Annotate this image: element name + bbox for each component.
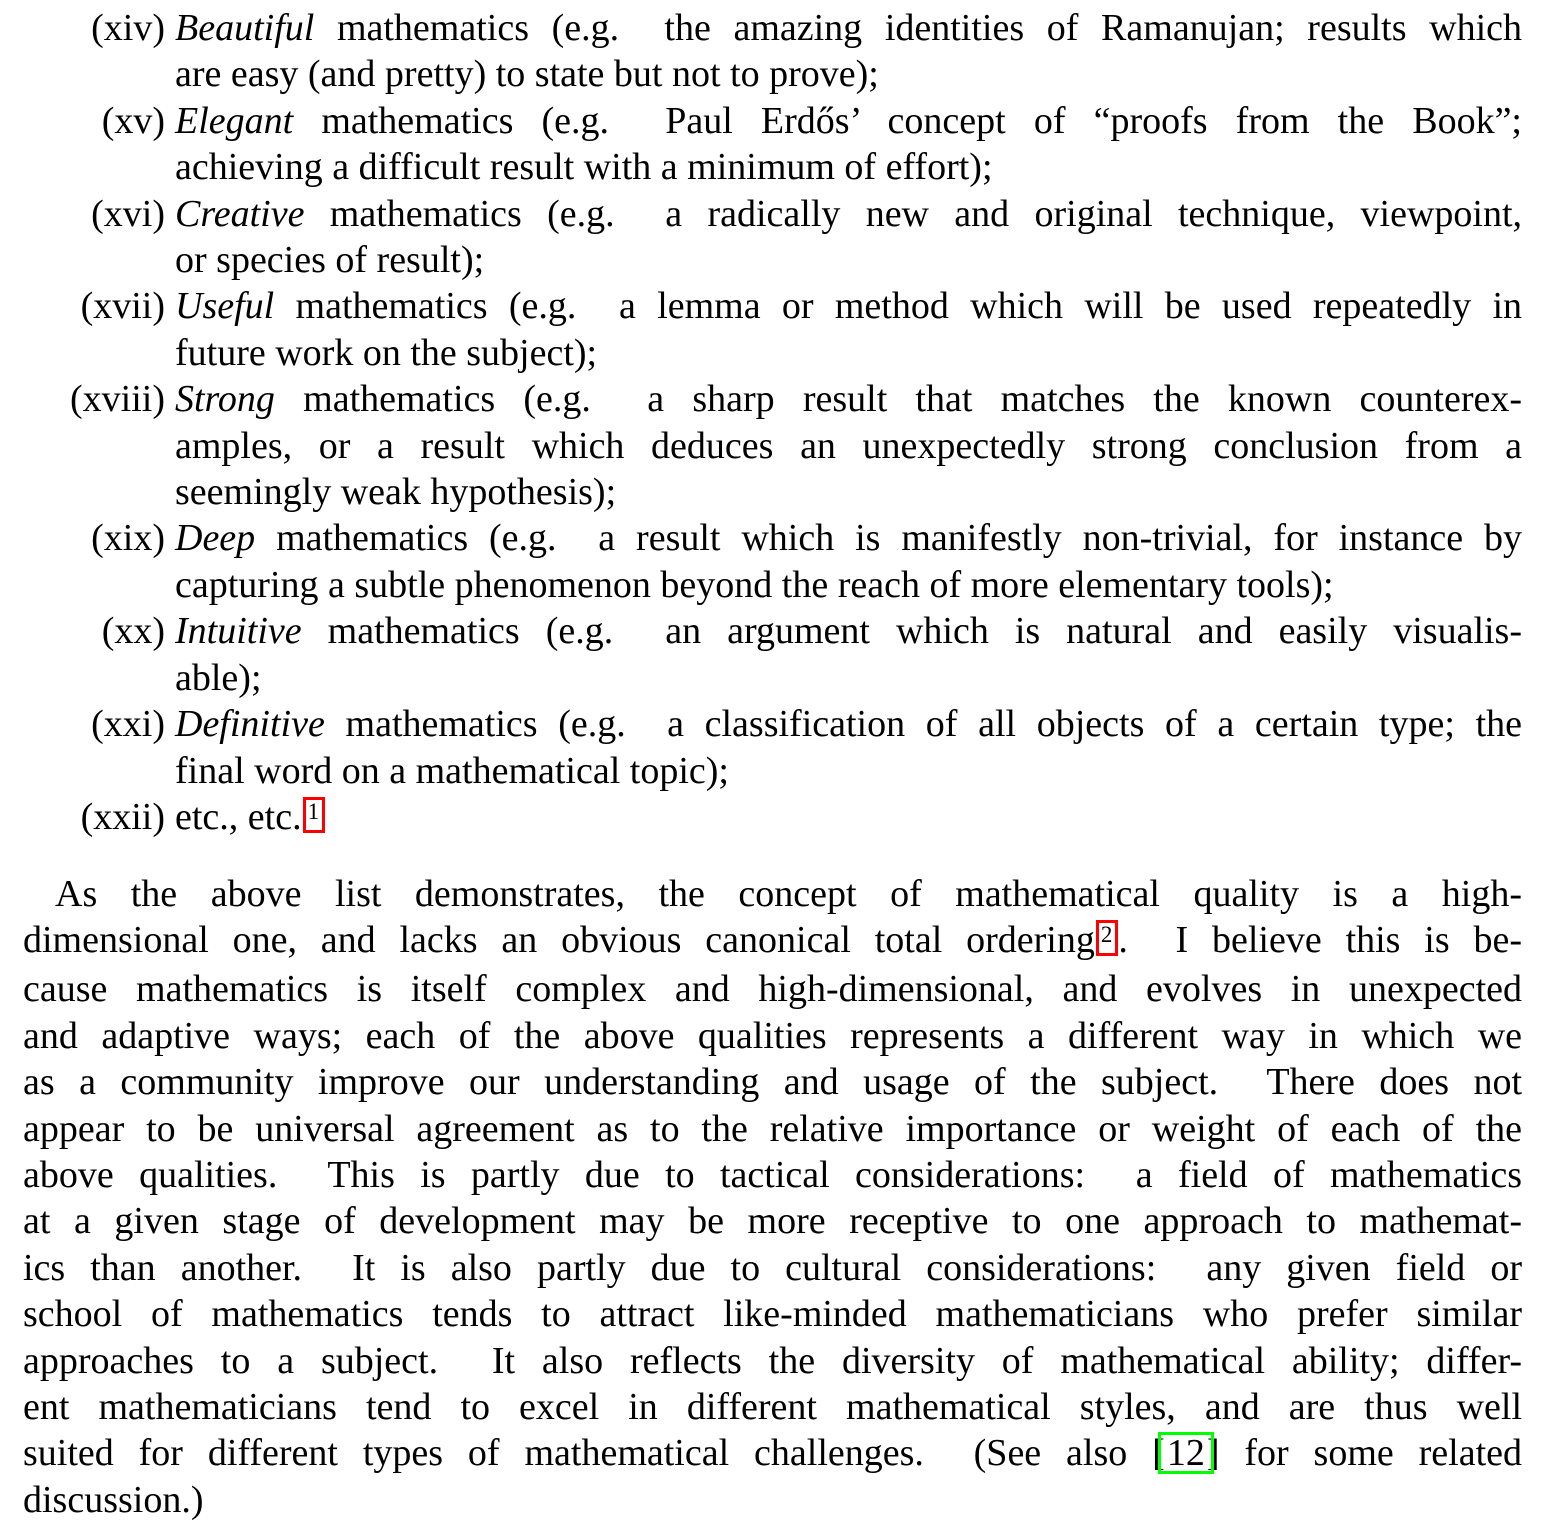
- text-line: suited for different types of mathematical challenges. (See also [12] for some related: [23, 1432, 1522, 1475]
- list-item-xx: [23, 608, 1522, 701]
- list-item-xvi: [23, 191, 1522, 284]
- list-item-xix: [23, 515, 1522, 608]
- text-line: Definitive mathematics (e.g. a classification of all objects of a certain type; the: [175, 703, 1522, 746]
- item-text: [175, 98, 1522, 191]
- item-term: Creative: [175, 192, 305, 235]
- text-line: As the above list demonstrates, the concept of mathematical quality is a high-: [55, 872, 1522, 915]
- text-line: Elegant mathematics (e.g. Paul Erdős’ concept of “proofs from the Book”;: [175, 99, 1522, 142]
- item-term: Useful: [175, 285, 275, 328]
- item-text: [175, 515, 1522, 608]
- text-line: as a community improve our understanding and usage of the subject. There does not: [23, 1061, 1522, 1104]
- item-term: Strong: [175, 378, 275, 421]
- item-term: Elegant: [175, 99, 294, 142]
- item-label: (xix): [91, 517, 165, 560]
- text-line: Deep mathematics (e.g. a result which is manifestly non-trivial, for instance by: [175, 517, 1523, 560]
- list-item-xxii: [23, 794, 1522, 843]
- list-item-xviii: [23, 376, 1522, 515]
- item-label: (xviii): [70, 378, 165, 421]
- quality-list: [23, 5, 1522, 843]
- item-label: (xiv): [91, 7, 165, 49]
- text-line: future work on the subject);: [175, 331, 598, 374]
- footnote-link-2[interactable]: 2: [1096, 920, 1119, 956]
- text-line: capturing a subtle phenomenon beyond the reach of more elementary tools);: [175, 563, 1334, 606]
- text-line: Useful mathematics (e.g. a lemma or method which will be used repeatedly in: [175, 285, 1523, 328]
- text-line: are easy (and pretty) to state but not to prove);: [175, 53, 879, 96]
- item-term: Definitive: [175, 703, 325, 746]
- item-text: [175, 376, 1522, 515]
- text-line: appear to be universal agreement as to the relative importance or weight of each of the: [23, 1107, 1522, 1150]
- list-item-xv: [23, 98, 1522, 191]
- item-label: (xvii): [80, 285, 165, 328]
- text-line: ent mathematicians tend to excel in different mathematical styles, and are thus well: [23, 1385, 1522, 1428]
- text-line: or species of result);: [175, 239, 485, 282]
- text-line: seemingly weak hypothesis);: [175, 471, 617, 514]
- text-line: achieving a difficult result with a minimum of effort);: [175, 146, 993, 189]
- item-label: (xxi): [91, 703, 165, 746]
- text-line: above qualities. This is partly due to tactical considerations: a field of mathematics: [23, 1153, 1522, 1196]
- text-line: at a given stage of development may be more receptive to one approach to mathemat-: [23, 1200, 1522, 1243]
- text-line: approaches to a subject. It also reflects the diversity of mathematical ability; differ-: [23, 1339, 1522, 1382]
- text-line: final word on a mathematical topic);: [175, 749, 729, 792]
- text-line: school of mathematics tends to attract like-minded mathematicians who prefer similar: [23, 1293, 1522, 1336]
- item-label: (xxii): [80, 795, 165, 838]
- text-line: able);: [175, 656, 262, 699]
- citation-link-12[interactable]: 12: [1158, 1432, 1214, 1474]
- text-line: amples, or a result which deduces an unexpectedly strong conclusion from a: [175, 424, 1522, 467]
- text-line: ics than another. It is also partly due to cultural considerations: any given field or: [23, 1246, 1522, 1289]
- text-line: Intuitive mathematics (e.g. an argument which is natural and easily visualis-: [175, 610, 1522, 653]
- item-text: [175, 794, 1522, 843]
- list-item-xiv: [23, 5, 1522, 98]
- text-line: discussion.): [23, 1478, 204, 1521]
- text-line: and adaptive ways; each of the above qualities represents a different way in which we: [23, 1014, 1522, 1057]
- text-line: Beautiful mathematics (e.g. the amazing identities of Ramanujan; results which: [175, 7, 1523, 49]
- list-item-xxi: [23, 701, 1522, 794]
- item-label: (xx): [101, 610, 165, 653]
- item-term: Deep: [175, 517, 256, 560]
- item-term: Intuitive: [175, 610, 302, 653]
- item-text: [175, 283, 1522, 376]
- item-label: (xvi): [91, 192, 165, 235]
- text-line: Strong mathematics (e.g. a sharp result that matches the known counterex-: [175, 378, 1523, 421]
- item-text: [175, 191, 1522, 284]
- list-item-xvii: [23, 283, 1522, 376]
- item-text: [175, 701, 1522, 794]
- item-text: [175, 608, 1522, 701]
- text-line: cause mathematics is itself complex and high-dimensional, and evolves in unexpected: [23, 968, 1522, 1011]
- text-line: dimensional one, and lacks an obvious canonical total ordering 2 . I believe this is be-: [23, 919, 1523, 962]
- item-label: (xv): [101, 99, 165, 142]
- footnote-link-1[interactable]: 1: [303, 797, 326, 833]
- text-line: Creative mathematics (e.g. a radically new and original technique, viewpoint,: [175, 192, 1523, 235]
- item-term: Beautiful: [175, 7, 315, 49]
- body-paragraph: [23, 871, 1522, 1523]
- text-line: etc., etc. 1: [175, 794, 1522, 843]
- item-text: [175, 5, 1522, 98]
